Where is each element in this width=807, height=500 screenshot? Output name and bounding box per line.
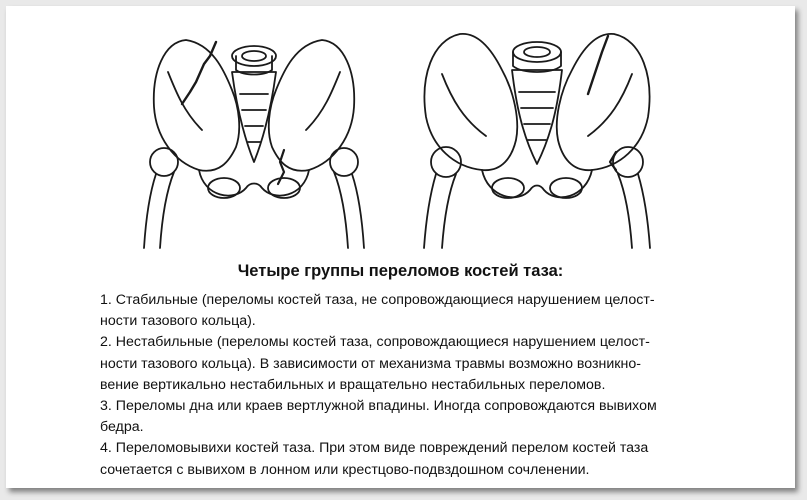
- pubic-ring: [482, 170, 592, 197]
- text-line: 3. Переломы дна или краев вертлужной впадины. Иногда сопровождаются вывихом: [100, 398, 657, 415]
- text-line: вение вертикально нестабильных и вращательно нестабильных переломов.: [100, 376, 606, 393]
- text-line: 1. Стабильные (переломы костей таза, не сопровождающиеся нарушением целост-: [100, 292, 655, 308]
- left-femur: [424, 174, 456, 248]
- text-line: бедра.: [100, 419, 144, 436]
- text-line: сочетается с вывихом в лонном или крестцово-подвздошном сочленении.: [100, 461, 590, 478]
- text-line: ности тазового кольца).: [100, 313, 256, 330]
- left-iliac-wing: [154, 40, 239, 171]
- vertebra: [513, 42, 561, 62]
- text-line: ности тазового кольца). В зависимости от механизма травмы возможно возникно-: [100, 355, 641, 372]
- fracture-line: [588, 36, 608, 94]
- pelvis-fracture-illustration-acetabulum: [402, 12, 672, 252]
- left-femur: [144, 172, 174, 248]
- article-card: [6, 6, 795, 488]
- pubic-ring: [199, 170, 309, 196]
- text-line: 2. Нестабильные (переломы костей таза, сопровождающиеся нарушением целост-: [100, 334, 650, 351]
- pelvis-fracture-illustration-front: [124, 12, 384, 252]
- section-title: Четыре группы переломов костей таза:: [237, 262, 564, 280]
- right-iliac-wing: [269, 40, 354, 171]
- right-femur: [334, 172, 364, 248]
- right-femur: [618, 174, 650, 248]
- fracture-line: [182, 42, 216, 104]
- vertebra: [232, 46, 276, 66]
- sacrum: [512, 70, 562, 164]
- text-line: 4. Переломовывихи костей таза. При этом виде повреждений перелом костей таза: [100, 440, 649, 457]
- fracture-groups-text: [100, 290, 740, 481]
